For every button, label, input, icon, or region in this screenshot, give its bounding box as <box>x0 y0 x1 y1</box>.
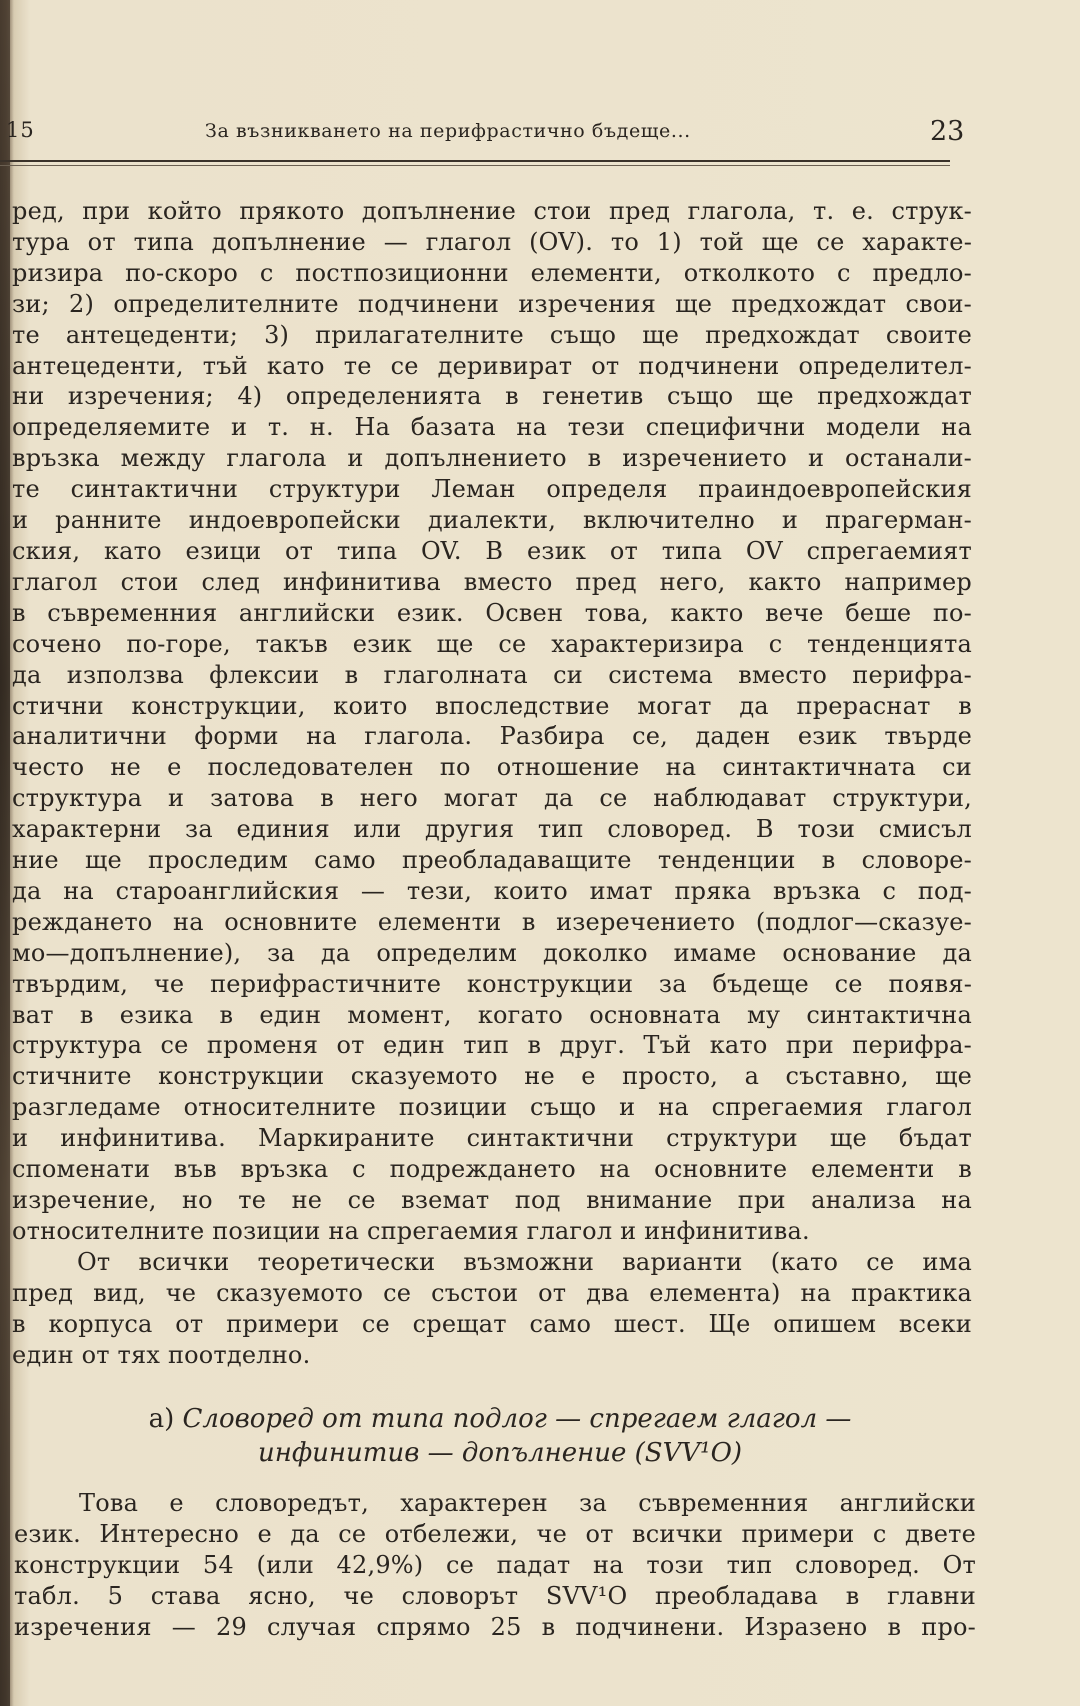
text-line: реждането на основните елементи в изеречението (подлог—сказуе- <box>12 907 972 936</box>
section-title-line1: Словоред от типа подлог — спрегаем глагол — <box>182 1404 852 1434</box>
text-line: ние ще проследим само преобладаващите тенденции в словоре- <box>12 846 972 875</box>
text-line: Това е словоредът, характерен за съвременния английски <box>79 1489 976 1517</box>
text-line: определяемите и т. н. На базата на тези специфични модели на <box>12 413 972 442</box>
text-line: и ранните индоевропейски диалекти, включително и прагерман- <box>12 506 972 535</box>
text-line: относителните позиции на спрегаемия глагол и инфинитива. <box>12 1216 810 1245</box>
text-line: стичните конструкции сказуемото не е просто, а съставно, ще <box>12 1062 972 1091</box>
text-line: антецеденти, тъй като те се деривират от подчинени определител- <box>12 351 972 380</box>
text-line: ват в езика в един момент, когато основната му синтактична <box>12 1000 972 1029</box>
text-line: структура се променя от един тип в друг. Тъй като при перифра- <box>12 1031 972 1060</box>
text-line: мо—допълнение), за да определим доколко имаме основание да <box>12 938 972 967</box>
page-number: 23 <box>930 116 965 147</box>
text-line: ския, като езици от типа OV. В език от типа OV спрегаемият <box>12 536 972 565</box>
text-line: табл. 5 става ясно, че словорът SVV¹O преобладава в главни <box>14 1581 976 1610</box>
header-rule-thin <box>0 165 950 166</box>
text-line: От всички теоретически възможни варианти (като се има <box>77 1247 972 1276</box>
text-line: сочено по-горе, такъв език ще се характеризира с тенденцията <box>12 629 972 658</box>
text-line: споменати във връзка с подреждането на основните елементи в <box>12 1155 972 1184</box>
section-title-line2: инфинитив — допълнение (SVV¹O) <box>257 1438 743 1468</box>
text-line: често не е последователен по отношение на синтактичната си <box>12 753 972 782</box>
text-line: те антецеденти; 3) прилагателните също ще предхождат своите <box>12 320 972 349</box>
text-line: в съвременния английски език. Освен това, както вече беше по- <box>12 598 972 627</box>
text-line: характерни за единия или другия тип словоред. В този смисъл <box>12 815 972 844</box>
text-line: разгледаме относителните позиции също и на спрегаемия глагол <box>12 1093 972 1122</box>
text-line: един от тях поотделно. <box>12 1340 311 1369</box>
running-title: За възникването на перифрастично бъдеще... <box>205 120 691 142</box>
text-line: твърдим, че перифрастичните конструкции за бъдеще се появя- <box>12 969 972 998</box>
folio-left: 15 <box>6 118 35 142</box>
text-line: глагол стои след инфинитива вместо пред него, както например <box>12 567 972 596</box>
text-line: и инфинитива. Маркираните синтактични структури ще бъдат <box>12 1124 972 1153</box>
section-heading <box>0 1402 1000 1470</box>
text-line: в корпуса от примери се срещат само шест. Ще опишем всеки <box>12 1309 972 1338</box>
section-label: а) <box>148 1404 175 1434</box>
text-line: те синтактични структури Леман определя праиндоевропейския <box>12 475 972 504</box>
text-line: да на староанглийския — тези, които имат пряка връзка с под- <box>12 876 972 905</box>
text-line: ризира по-скоро с постпозиционни елементи, отколкото с предло- <box>12 258 972 287</box>
body-text-block <box>12 196 972 1370</box>
text-line: изречения — 29 случая спрямо 25 в подчинени. Изразено в про- <box>14 1612 976 1641</box>
text-line: конструкции 54 (или 42,9%) се падат на този тип словоред. От <box>14 1550 976 1579</box>
text-line: зи; 2) определителните подчинени изречения ще предхождат свои- <box>12 289 972 318</box>
text-line: тура от типа допълнение — глагол (OV). то 1) той ще се характе- <box>12 227 972 256</box>
text-line: връзка между глагола и допълнението в изречението и останали- <box>12 444 972 473</box>
text-line: да използва флексии в глаголната си система вместо перифра- <box>12 660 972 689</box>
text-line: структура и затова в него могат да се наблюдават структури, <box>12 784 972 813</box>
header-rule <box>0 160 950 162</box>
text-line: ред, при който прякото допълнение стои пред глагола, т. е. струк- <box>12 197 972 225</box>
text-line: аналитични форми на глагола. Разбира се, даден език твърде <box>12 722 972 751</box>
text-line: ни изречения; 4) определенията в генетив също ще предхождат <box>12 382 972 411</box>
page-header <box>0 108 1080 158</box>
text-line: изречение, но те не се вземат под внимание при анализа на <box>12 1186 972 1214</box>
body-text-block-2 <box>14 1488 976 1643</box>
text-line: език. Интересно е да се отбележи, че от всички примери с двете <box>14 1519 976 1548</box>
text-line: пред вид, че сказуемото се състои от два елемента) на практика <box>12 1278 972 1307</box>
text-line: стични конструкции, които впоследствие могат да прераснат в <box>12 691 972 720</box>
